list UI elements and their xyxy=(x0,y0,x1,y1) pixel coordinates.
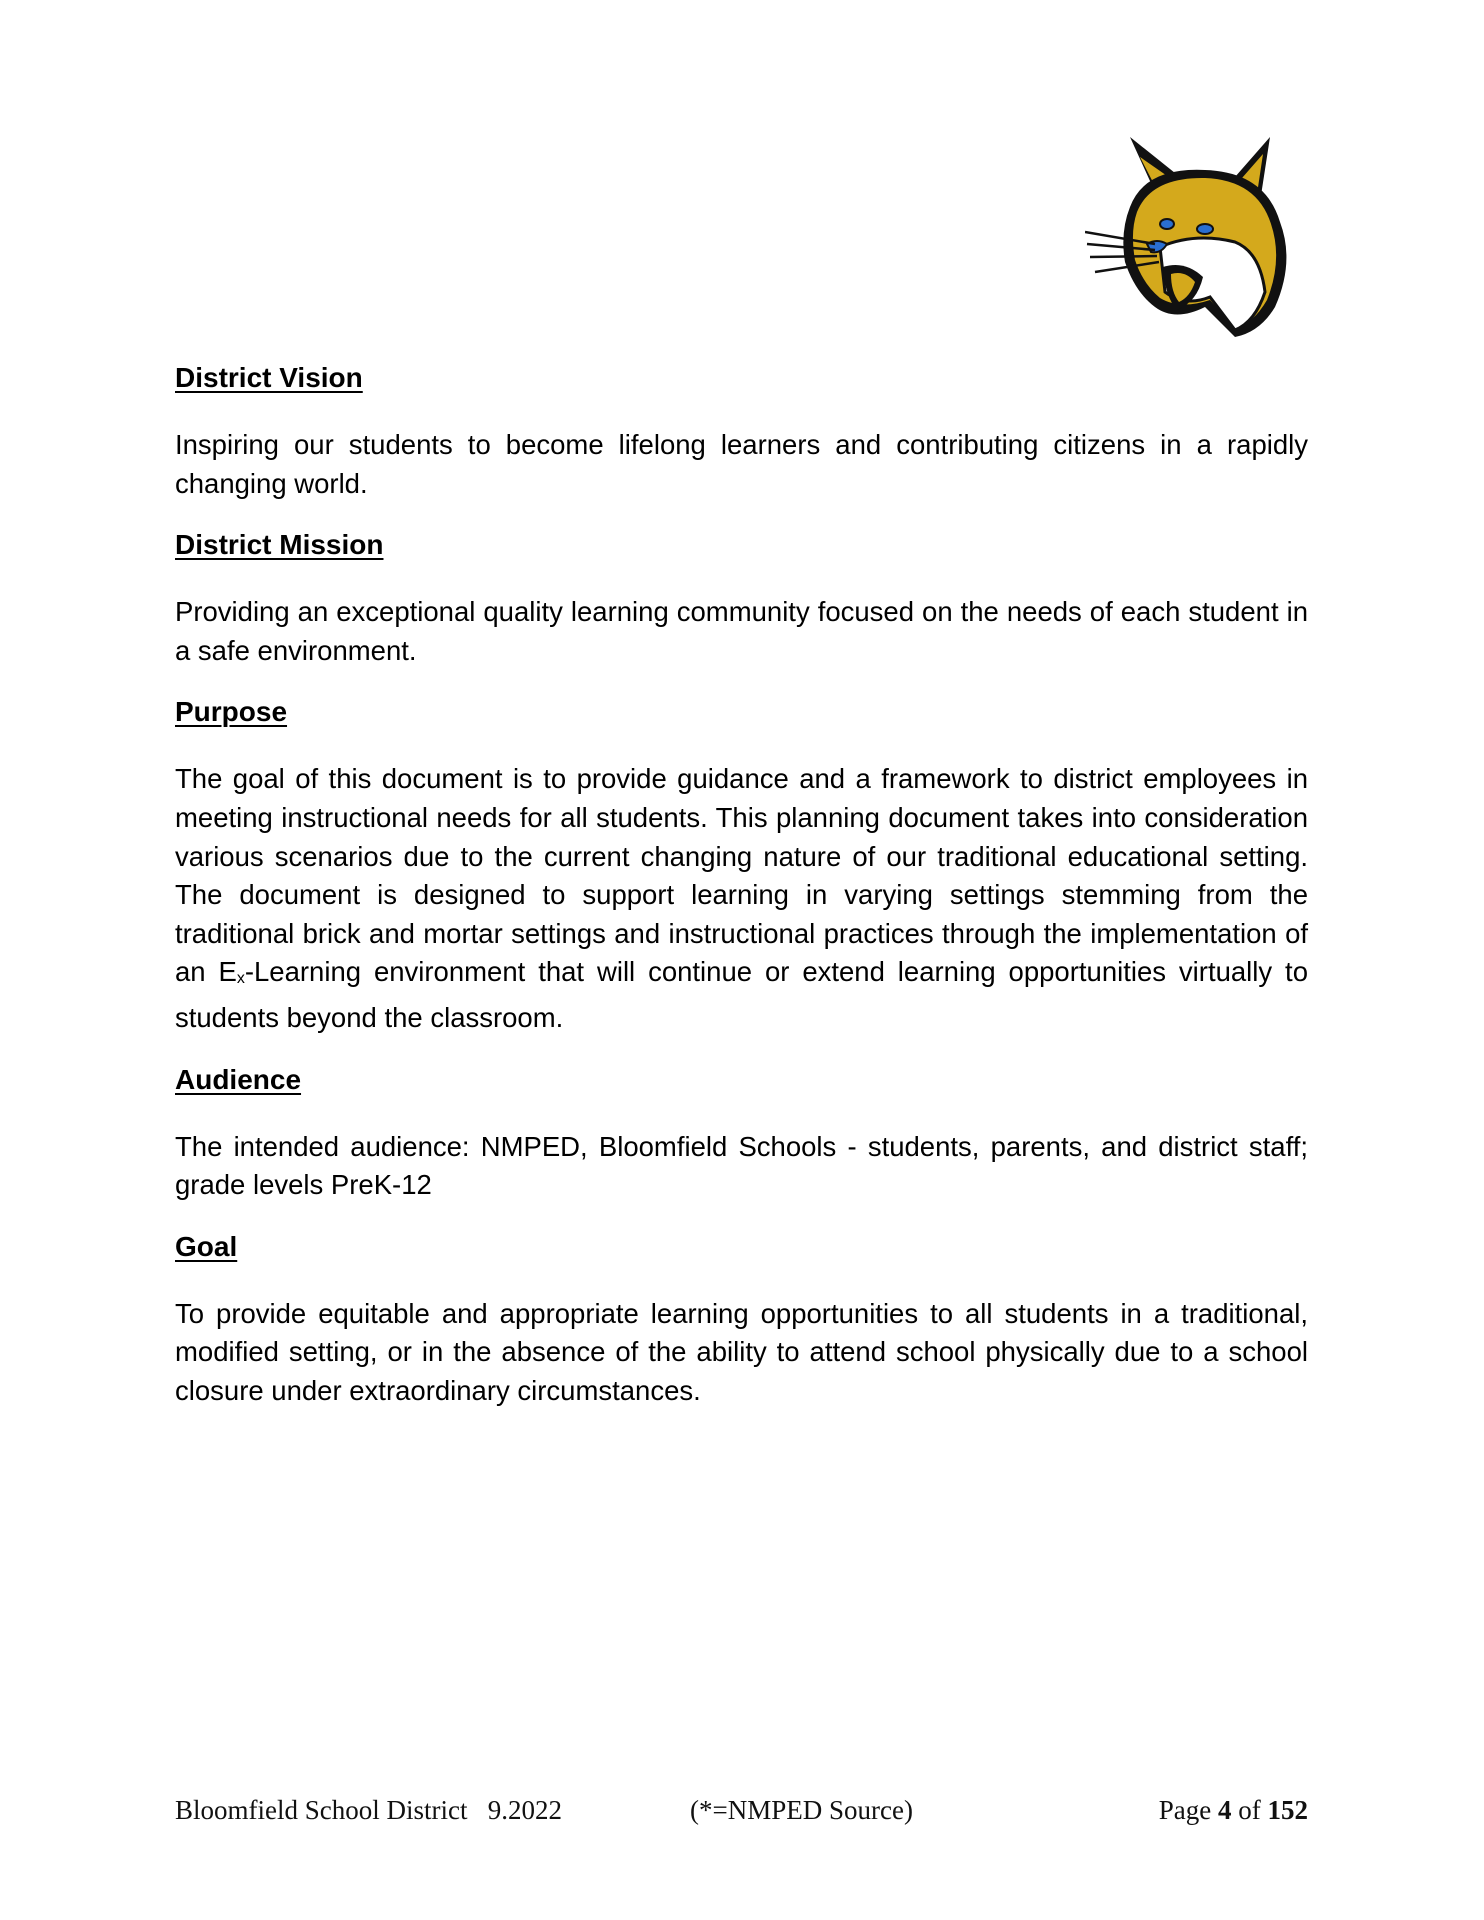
section-district-vision xyxy=(175,358,1308,503)
page-total: 152 xyxy=(1267,1795,1308,1825)
section-district-mission xyxy=(175,525,1308,670)
section-body: Inspiring our students to become lifelong learners and contributing citizens in a rapidly changing world. xyxy=(175,429,1308,499)
purpose-subscript: x xyxy=(236,970,245,988)
section-heading: District Mission xyxy=(175,529,384,561)
page-current: 4 xyxy=(1218,1795,1232,1825)
section-heading: Purpose xyxy=(175,696,288,728)
footer-district-date: Bloomfield School District 9.2022 xyxy=(175,1795,562,1825)
purpose-text-before: The goal of this document is to provide guidance and a framework to district employees in meeting instructional needs for all students. This planning document takes into consideration various scenarios due to the current changing nature of our traditional educational setting. The document is designed to support learning in varying settings stemming from the traditional brick and mortar settings and instructional practices through the implementation of an E xyxy=(175,763,1308,988)
page-footer xyxy=(175,1795,1308,1835)
section-body: The intended audience: NMPED, Bloomfield Schools - students, parents, and district staff; grade levels PreK-12 xyxy=(175,1130,1308,1201)
purpose-text-after: -Learning environment that will continue or extend learning opportunities virtually to students beyond the classroom. xyxy=(175,956,1308,1033)
section-heading: Goal xyxy=(175,1230,238,1262)
page-label: Page xyxy=(1158,1795,1218,1825)
bobcat-logo-icon xyxy=(1085,132,1315,342)
section-body xyxy=(175,760,1308,1037)
section-heading: District Vision xyxy=(175,362,363,393)
page-of: of xyxy=(1231,1795,1268,1825)
section-body: To provide equitable and appropriate learning opportunities to all students in a traditional, modified setting, or in the absence of the ability to attend school physically due to a school closure under extraordinary circumstances. xyxy=(175,1297,1308,1406)
section-audience xyxy=(175,1060,1308,1205)
section-heading: Audience xyxy=(175,1063,302,1095)
document-body xyxy=(175,358,1308,1433)
footer-page-number xyxy=(1159,1795,1308,1826)
section-purpose xyxy=(175,692,1308,1037)
footer-source-note: (*=NMPED Source) xyxy=(690,1795,913,1825)
section-body: Providing an exceptional quality learning community focused on the needs of each student in a safe environment. xyxy=(175,596,1308,666)
section-goal xyxy=(175,1227,1308,1411)
